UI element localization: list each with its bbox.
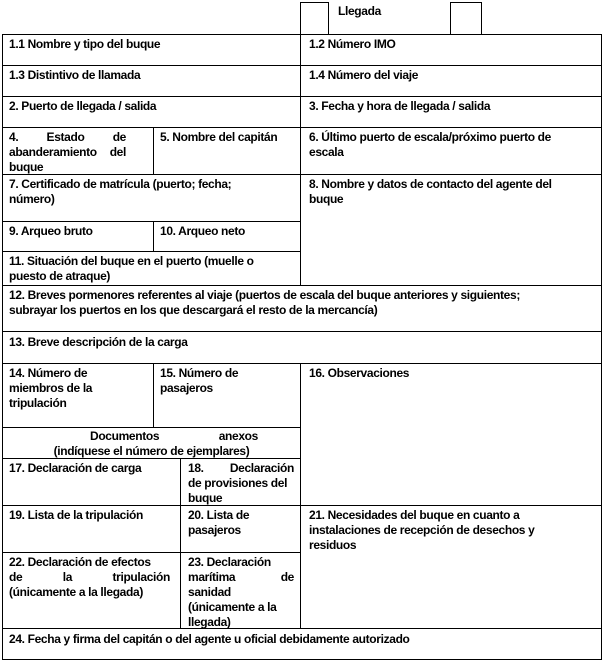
arrival-checkbox-right-border bbox=[481, 2, 482, 35]
field-22-word: de bbox=[9, 570, 23, 584]
row-rule bbox=[2, 127, 602, 128]
field-14-crew-number-line2: miembros de la bbox=[9, 381, 93, 395]
field-21-waste-facilities-line3: residuos bbox=[309, 538, 357, 552]
row-rule bbox=[2, 552, 301, 553]
field-23-health-declaration-line3: sanidad bbox=[188, 585, 231, 599]
field-4-flag-state-line3: buque bbox=[9, 160, 44, 174]
column-rule-9-10 bbox=[153, 221, 154, 251]
field-11-ship-position-line2: puesto de atraque) bbox=[9, 269, 111, 283]
field-2-port-arrival-departure: 2. Puerto de llegada / salida bbox=[9, 99, 157, 113]
field-23-health-declaration-line5: llegada) bbox=[188, 615, 231, 629]
field-22-crew-effects-line3: (únicamente a la llegada) bbox=[9, 585, 143, 599]
field-8-agent-contact-line2: buque bbox=[309, 192, 344, 206]
field-21-waste-facilities-line1: 21. Necesidades del buque en cuanto a bbox=[309, 508, 520, 522]
table-border-top bbox=[2, 34, 602, 35]
attached-documents-word: anexos bbox=[218, 429, 258, 443]
field-23-health-declaration-line4: (únicamente a la bbox=[188, 600, 277, 614]
attached-documents-heading-line2: (indíquese el número de ejemplares) bbox=[53, 444, 250, 458]
field-6-last-next-port-line2: escala bbox=[309, 145, 344, 159]
field-22-crew-effects-line2 bbox=[9, 570, 170, 585]
field-24-date-signature: 24. Fecha y firma del capitán o del agente u oficial debidamente autorizado bbox=[9, 632, 410, 646]
arrival-checkbox-left-border bbox=[300, 2, 301, 35]
field-18-word: 18. bbox=[188, 461, 204, 475]
row-rule bbox=[2, 65, 602, 66]
field-7-registry-certificate-line2: número) bbox=[9, 192, 55, 206]
column-rule-center bbox=[300, 363, 301, 628]
arrival-label: Llegada bbox=[338, 4, 381, 18]
field-16-remarks: 16. Observaciones bbox=[309, 366, 410, 380]
field-10-net-tonnage: 10. Arqueo neto bbox=[160, 224, 245, 238]
field-14-crew-number-line1: 14. Número de bbox=[9, 366, 88, 380]
column-rule-center bbox=[300, 34, 301, 285]
field-12-voyage-particulars-line2: subrayar los puertos en los que descargará el resto de la mercancía) bbox=[9, 303, 378, 317]
row-rule bbox=[2, 628, 602, 629]
field-7-registry-certificate-line1: 7. Certificado de matrícula (puerto; fecha; bbox=[9, 177, 232, 191]
field-4-word: 4. bbox=[9, 130, 19, 144]
field-23-health-declaration-line1: 23. Declaración bbox=[188, 555, 271, 569]
field-23-word: de bbox=[280, 570, 294, 584]
arrival-checkbox-right-border bbox=[450, 2, 482, 3]
field-1-4-voyage-number: 1.4 Número del viaje bbox=[309, 68, 419, 82]
arrival-checkbox-right-border bbox=[450, 2, 451, 35]
field-22-crew-effects-line1: 22. Declaración de efectos bbox=[9, 555, 151, 569]
field-6-last-next-port-line1: 6. Último puerto de escala/próximo puerto de bbox=[309, 130, 551, 144]
field-4-word: del bbox=[109, 145, 126, 159]
field-23-word: marítima bbox=[188, 570, 236, 584]
attached-documents-heading-line1 bbox=[90, 429, 258, 444]
row-rule bbox=[2, 427, 301, 428]
field-4-word: Estado bbox=[46, 130, 85, 144]
field-20-passenger-list-line2: pasajeros bbox=[188, 523, 241, 537]
column-rule-4-5 bbox=[153, 127, 154, 174]
field-4-flag-state-line2 bbox=[9, 145, 126, 160]
field-22-word: la bbox=[62, 570, 73, 584]
field-20-passenger-list-line1: 20. Lista de bbox=[188, 508, 250, 522]
field-1-2-imo-number: 1.2 Número IMO bbox=[309, 37, 396, 51]
field-4-flag-state-line1 bbox=[9, 130, 126, 145]
column-rule-14-15 bbox=[153, 363, 154, 427]
field-4-word: abanderamiento bbox=[9, 145, 97, 159]
field-8-agent-contact-line1: 8. Nombre y datos de contacto del agente del bbox=[309, 177, 552, 191]
field-21-waste-facilities-line2: instalaciones de recepción de desechos y bbox=[309, 523, 535, 537]
field-11-ship-position-line1: 11. Situación del buque en el puerto (muelle o bbox=[9, 254, 254, 268]
row-rule bbox=[2, 251, 301, 252]
field-15-passenger-number-line2: pasajeros bbox=[160, 381, 213, 395]
field-1-1-ship-name-type: 1.1 Nombre y tipo del buque bbox=[9, 37, 161, 51]
row-rule bbox=[2, 174, 602, 175]
arrival-checkbox-left-border bbox=[300, 2, 329, 3]
column-rule-docs bbox=[180, 458, 181, 628]
field-5-master-name: 5. Nombre del capitán bbox=[160, 130, 278, 144]
field-9-gross-tonnage: 9. Arqueo bruto bbox=[9, 224, 93, 238]
row-rule bbox=[2, 221, 301, 222]
field-15-passenger-number-line1: 15. Número de bbox=[160, 366, 239, 380]
field-18-stores-declaration-line1 bbox=[188, 461, 294, 476]
field-18-word: Declaración bbox=[229, 461, 294, 475]
field-18-stores-declaration-line3: buque bbox=[188, 491, 223, 505]
field-22-word: tripulación bbox=[112, 570, 170, 584]
field-4-word: de bbox=[112, 130, 127, 144]
field-23-health-declaration-line2 bbox=[188, 570, 294, 585]
table-border-bottom bbox=[2, 659, 602, 660]
field-19-crew-list: 19. Lista de la tripulación bbox=[9, 508, 143, 522]
field-12-voyage-particulars-line1: 12. Breves pormenores referentes al viaje (puertos de escala del buque anteriores y siguientes; bbox=[9, 288, 520, 302]
arrival-checkbox-left-border bbox=[328, 2, 329, 35]
row-rule bbox=[2, 505, 602, 506]
field-13-cargo-description: 13. Breve descripción de la carga bbox=[9, 335, 188, 349]
field-18-stores-declaration-line2: de provisiones del bbox=[188, 476, 288, 490]
attached-documents-word: Documentos bbox=[90, 429, 160, 443]
field-17-cargo-declaration: 17. Declaración de carga bbox=[9, 461, 142, 475]
row-rule bbox=[2, 285, 602, 286]
field-14-crew-number-line3: tripulación bbox=[9, 396, 67, 410]
row-rule bbox=[2, 363, 602, 364]
row-rule bbox=[2, 96, 602, 97]
field-3-date-time-arrival-departure: 3. Fecha y hora de llegada / salida bbox=[309, 99, 491, 113]
field-1-3-call-sign: 1.3 Distintivo de llamada bbox=[9, 68, 141, 82]
row-rule bbox=[2, 331, 602, 332]
